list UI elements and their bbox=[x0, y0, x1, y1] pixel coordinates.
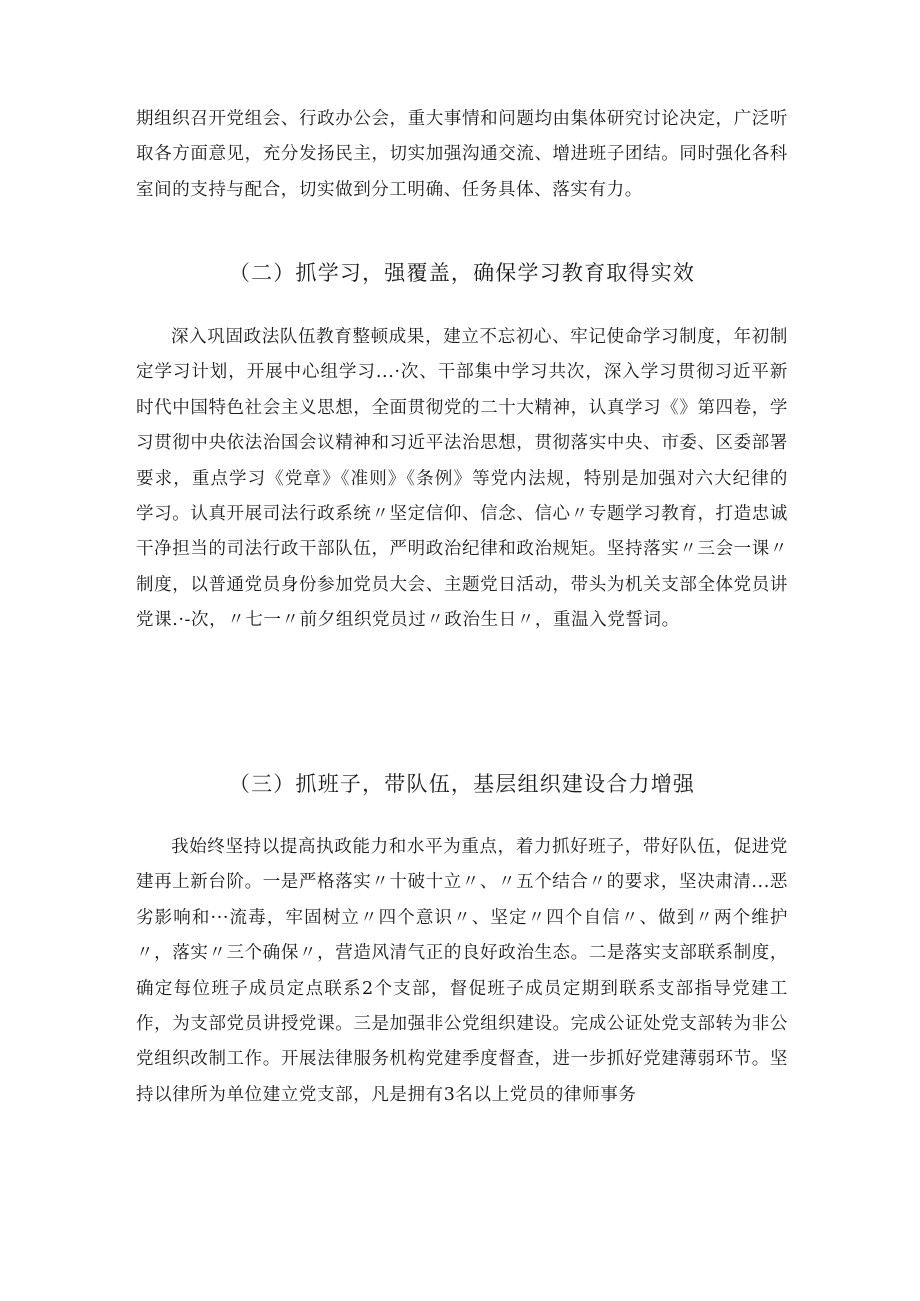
section-heading-team: （三）抓班子，带队伍，基层组织建设合力增强 bbox=[228, 772, 696, 796]
study-paragraph: 深入巩固政法队伍教育整顿成果，建立不忘初心、牢记使命学习制度，年初制定学习计划，开展中心组学习...·次、干部集中学习共次，深入学习贯彻习近平新时代中国特色社会主义思想，全面贯彻党的二十大精神，认真学习《》第四卷，学习贯彻中央依法治国会议精神和习近平法治思想，贯彻落实中央、市委、区委部署要求，重点学习《党章》《准则》《条例》等党内法规，特别是加强对六大纪律的学习。认真开展司法行政系统〃坚定信仰、信念、信心〃专题学习教育，打造忠诚干净担当的司法行政干部队伍，严明政治纪律和政治规矩。坚持落实〃三会一课〃制度，以普通党员身份参加党员大会、主题党日活动，带头为机关支部全体党员讲党课.·-次，〃七一〃前夕组织党员过〃政治生日〃，重温入党誓词。 bbox=[136, 327, 788, 631]
continuation-paragraph: 期组织召开党组会、行政办公会，重大事情和问题均由集体研究讨论决定，广泛听取各方面意见，充分发扬民主，切实加强沟通交流、增进班子团结。同时强化各科室间的支持与配合，切实做到分工明确、任务具体、落实有力。 bbox=[136, 109, 788, 200]
section-heading-study: （二）抓学习，强覆盖，确保学习教育取得实效 bbox=[228, 261, 696, 285]
team-paragraph: 我始终坚持以提高执政能力和水平为重点，着力抓好班子，带好队伍，促进党建再上新台阶。一是严格落实〃十破十立〃、〃五个结合〃的要求，坚决肃清...恶劣影响和···流毒，牢固树立〃四个意识〃、坚定〃四个自信〃、做到〃两个维护〃，落实〃三个确保〃，营造风清气正的良好政治生态。二是落实支部联系制度，确定每位班子成员定点联系2个支部，督促班子成员定期到联系支部指导党建工作，为支部党员讲授党课。三是加强非公党组织建设。完成公证处党支部转为非公党组织改制工作。开展法律服务机构党建季度督查，进一步抓好党建薄弱环节。坚持以律所为单位建立党支部，凡是拥有3名以上党员的律师事务 bbox=[136, 837, 788, 1105]
